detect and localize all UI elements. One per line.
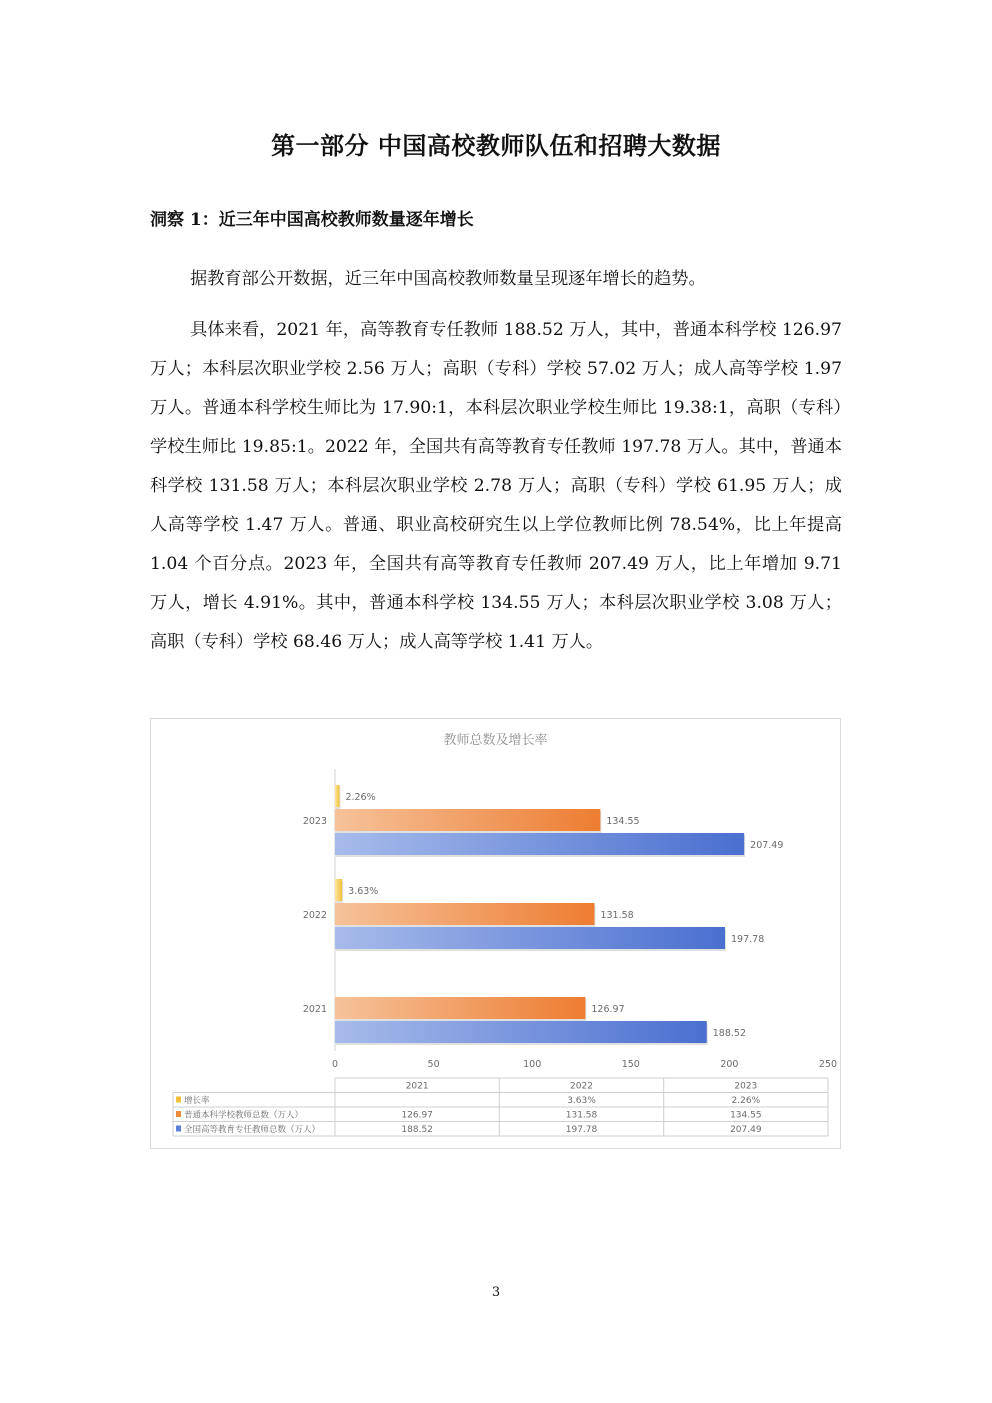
data-label: 131.58 [600,910,634,921]
legend-label: 普通本科学校教师总数（万人） [184,1110,304,1121]
y-tick-label: 2023 [302,816,327,827]
data-label: 3.63% [348,886,379,897]
bar-全国高等教育专任教师总数（万人） [335,1021,707,1043]
table-cell: 126.97 [401,1110,433,1121]
data-label: 188.52 [712,1028,747,1039]
legend-swatch [176,1111,181,1117]
legend-swatch [176,1097,181,1103]
bar-全国高等教育专任教师总数（万人） [335,833,744,855]
x-tick-label: 0 [331,1059,339,1070]
y-tick-label: 2021 [302,1004,327,1015]
data-label: 2.26% [345,792,376,803]
bar-普通本科学校教师总数（万人） [335,903,594,925]
table-cell: 134.55 [730,1110,762,1121]
bar-普通本科学校教师总数（万人） [335,997,585,1019]
page-title: 第一部分 中国高校教师队伍和招聘大数据 [271,131,721,160]
x-tick-label: 200 [720,1059,739,1070]
table-cell: 131.58 [565,1110,598,1121]
data-label: 207.49 [750,840,784,851]
table-header-cell: 2021 [405,1081,429,1092]
bar-全国高等教育专任教师总数（万人） [335,927,725,949]
table-cell: 188.52 [401,1125,433,1135]
legend-swatch [176,1126,181,1132]
data-label: 126.97 [591,1004,625,1015]
paragraph-intro [150,260,842,299]
paragraph-intro-text: 据教育部公开数据，近三年中国高校教师数量呈现逐年增长的趋势。 [190,269,706,289]
x-tick-label: 50 [427,1059,440,1070]
page-number: 3 [491,1285,501,1300]
x-tick-label: 100 [523,1059,542,1070]
chart-container [150,718,841,1149]
paragraph-details [150,311,842,662]
chart-title: 教师总数及增长率 [443,733,548,748]
x-tick-label: 250 [818,1059,838,1070]
data-label: 134.55 [606,816,640,827]
table-cell: 2.26% [731,1096,761,1106]
table-header-cell: 2022 [570,1081,593,1092]
data-label: 197.78 [731,934,765,945]
bar-增长率 [335,879,342,901]
bar-普通本科学校教师总数（万人） [335,809,600,831]
section-subtitle: 洞察 1：近三年中国高校教师数量逐年增长 [150,210,474,230]
bar-chart [151,719,840,1148]
x-tick-label: 150 [621,1059,640,1070]
legend-label: 增长率 [184,1096,210,1106]
table-cell: 3.63% [567,1096,596,1106]
table-cell: 197.78 [565,1125,598,1135]
legend-label: 全国高等教育专任教师总数（万人） [184,1125,321,1135]
y-tick-label: 2022 [302,910,327,921]
table-cell: 207.49 [730,1125,762,1135]
bar-增长率 [335,785,339,807]
table-header-cell: 2023 [734,1081,758,1092]
paragraph-details-text: 具体来看，2021 年，高等教育专任教师 188.52 万人，其中，普通本科学校 126.97 万人；本科层次职业学校 2.56 万人；高职（专科）学校 57.02 万人；成人高等学校 1.97 万人。普通本科学校生师比为 17.90:1，本科层次职业学校生师比 19.38:1，高职（专科）学校生师比 19.85:1。2022 年，全国共有高等教育专任教师 197.78 万人。其中，普通本科学校 131.58 万人；本科层次职业学校 2.78 万人；高职（专科）学校 61.95 万人；成人高等学校 1.47 万人。普通、职业高校研究生以上学位教师比例 78.54%，比上年提高 1.04 个百分点。2023 年，全国共有高等教育专任教师 207.49 万人，比上年增加 9.71 万人，增长 4.91%。其中，普通本科学校 134.55 万人；本科层次职业学校 3.08 万人；高职（专科）学校 68.46 万人；成人高等学校 1.41 万人。 [150,320,842,652]
